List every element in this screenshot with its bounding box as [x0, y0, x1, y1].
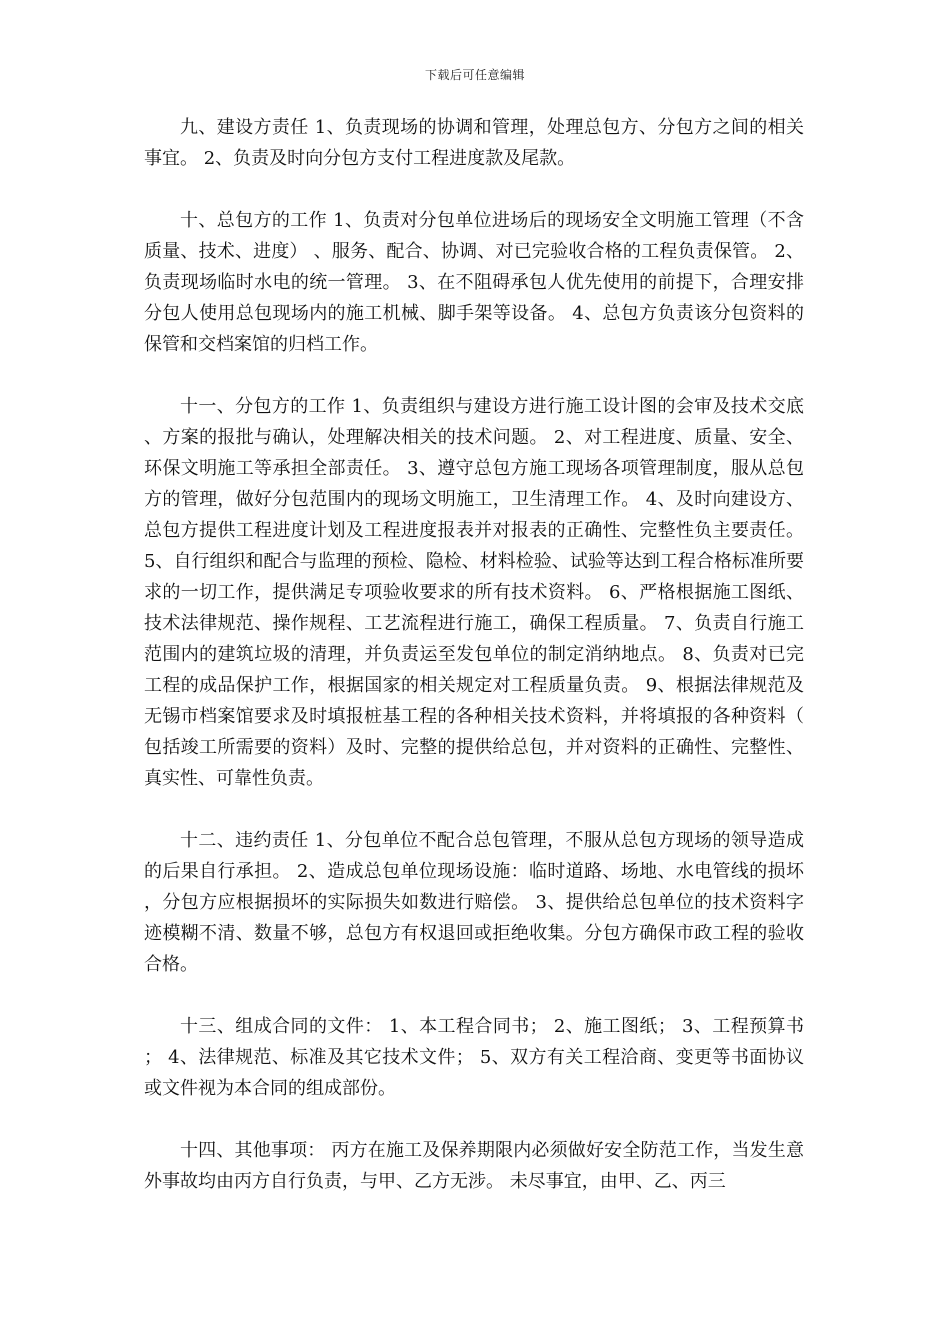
clause-13-paragraph: 十三、组成合同的文件： 1、本工程合同书； 2、施工图纸； 3、工程预算书； 4、法律规范、标准及其它技术文件； 5、双方有关工程洽商、变更等书面协议或文件视为本合同的组成部份。: [144, 1016, 804, 1099]
clause-11-paragraph: 十一、分包方的工作 1、负责组织与建设方进行施工设计图的会审及技术交底、方案的报批与确认，处理解决相关的技术问题。 2、对工程进度、质量、安全、环保文明施工等承担全部责任。 3、遵守总包方施工现场各项管理制度，服从总包方的管理，做好分包范围内的现场文明施工，卫生清理工作。 4、及时向建设方、总包方提供工程进度计划及工程进度报表并对报表的正确性、完整性负主要责任。 5、自行组织和配合与监理的预检、隐检、材料检验、试验等达到工程合格标准所要求的一切工作，提供满足专项验收要求的所有技术资料。 6、严格根据施工图纸、技术法律规范、操作规程、工艺流程进行施工，确保工程质量。 7、负责自行施工范围内的建筑垃圾的清理，并负责运至发包单位的制定消纳地点。 8、负责对已完工程的成品保护工作，根据国家的相关规定对工程质量负责。 9、根据法律规范及无锡市档案馆要求及时填报桩基工程的各种相关技术资料，并将填报的各种资料（包括竣工所需要的资料）及时、完整的提供给总包，并对资料的正确性、完整性、真实性、可靠性负责。: [144, 396, 804, 789]
page-header-note: 下载后可任意编辑: [424, 68, 525, 82]
clause-14-paragraph: 十四、其他事项： 丙方在施工及保养期限内必须做好安全防范工作，当发生意外事故均由丙方自行负责，与甲、乙方无涉。 未尽事宜，由甲、乙、丙三: [144, 1140, 804, 1192]
document-body: [144, 112, 804, 1228]
clause-9-paragraph: 九、建设方责任 1、负责现场的协调和管理，处理总包方、分包方之间的相关事宜。 2、负责及时向分包方支付工程进度款及尾款。: [144, 117, 804, 169]
clause-10-paragraph: 十、总包方的工作 1、负责对分包单位进场后的现场安全文明施工管理（不含质量、技术、进度） 、服务、配合、协调、对已完验收合格的工程负责保管。 2、负责现场临时水电的统一管理。 3、在不阻碍承包人优先使用的前提下，合理安排分包人使用总包现场内的施工机械、脚手架等设备。 4、总包方负责该分包资料的保管和交档案馆的归档工作。: [144, 210, 804, 355]
clause-12-paragraph: 十二、违约责任 1、分包单位不配合总包管理，不服从总包方现场的领导造成的后果自行承担。 2、造成总包单位现场设施：临时道路、场地、水电管线的损坏，分包方应根据损坏的实际损失如数进行赔偿。 3、提供给总包单位的技术资料字迹模糊不清、数量不够，总包方有权退回或拒绝收集。分包方确保市政工程的验收合格。: [144, 830, 804, 975]
